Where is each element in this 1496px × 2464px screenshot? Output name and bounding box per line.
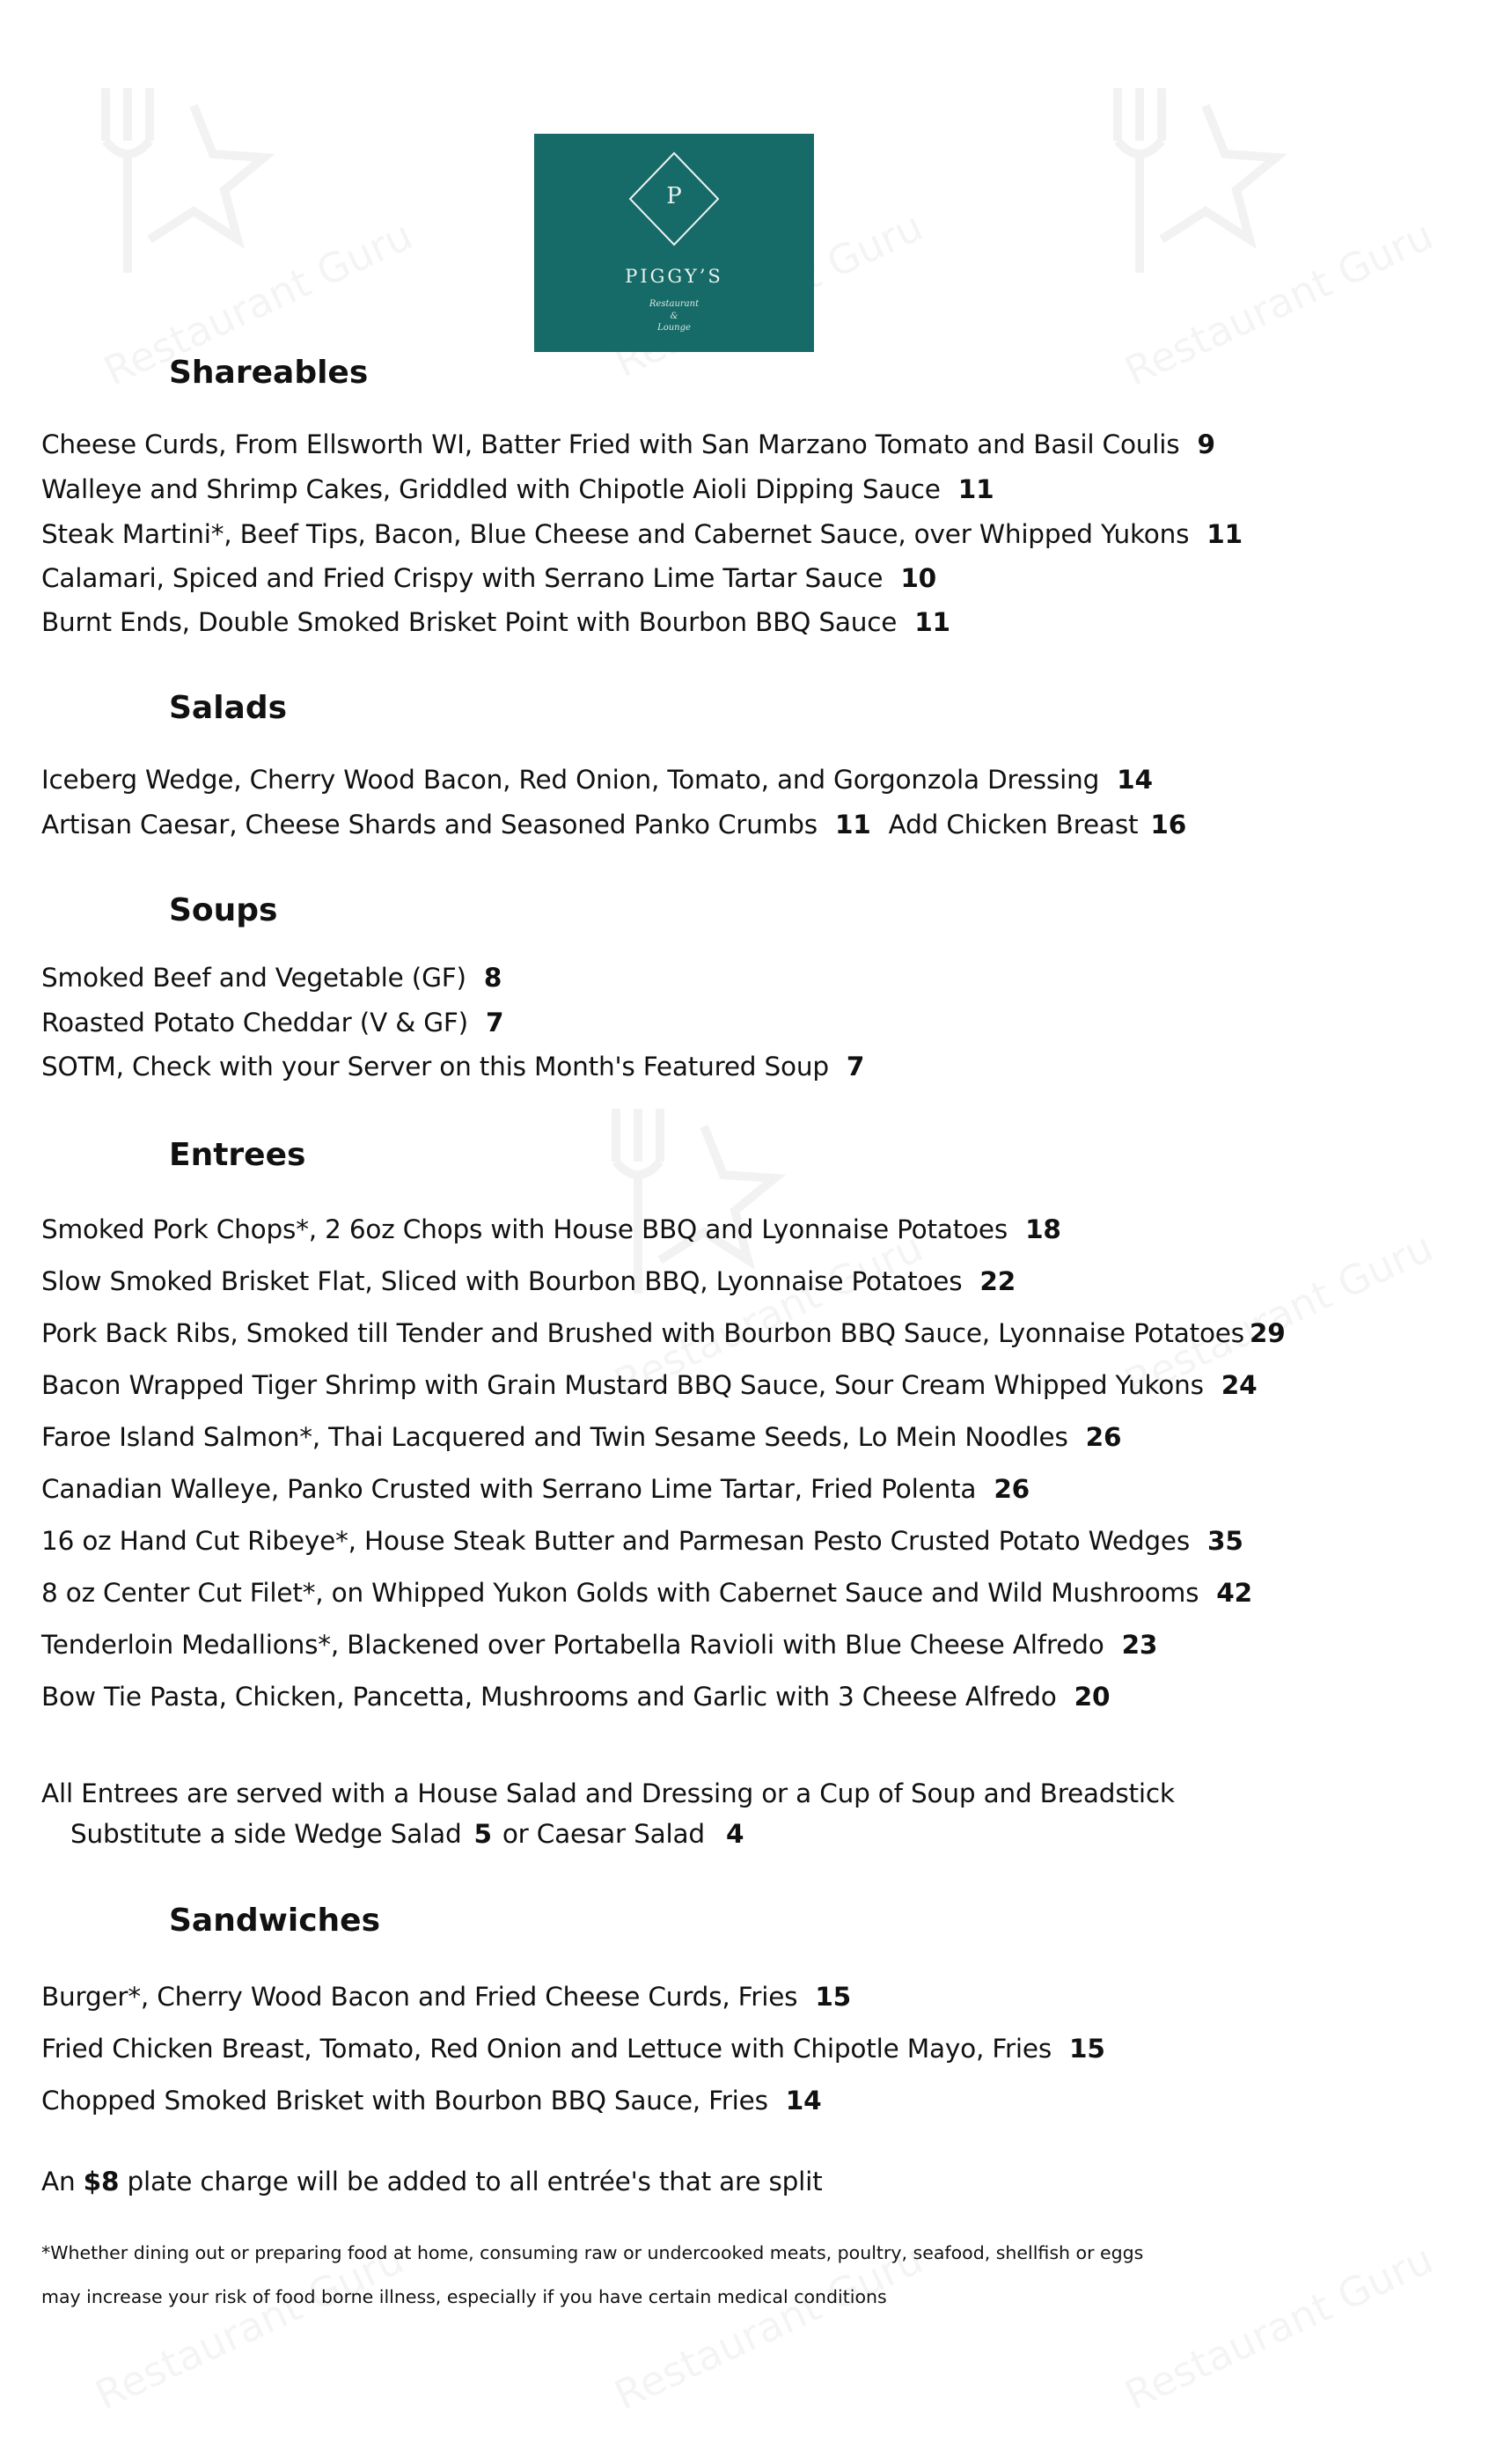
item-price: 26 bbox=[994, 1474, 1030, 1504]
item-price: 35 bbox=[1207, 1526, 1243, 1556]
disclaimer-line: *Whether dining out or preparing food at home, consuming raw or undercooked meats, poultry, seafood, shellfish or eggs bbox=[41, 2242, 1144, 2263]
menu-item: Steak Martini*, Beef Tips, Bacon, Blue Cheese and Cabernet Sauce, over Whipped Yukons 11 bbox=[41, 519, 1243, 549]
watermark-text bbox=[1118, 211, 1441, 395]
logo-name: PIGGY’S bbox=[625, 266, 723, 287]
item-price: 7 bbox=[485, 1008, 504, 1038]
menu-item: Slow Smoked Brisket Flat, Sliced with Bourbon BBQ, Lyonnaise Potatoes 22 bbox=[41, 1266, 1016, 1296]
menu-item: Cheese Curds, From Ellsworth WI, Batter Fried with San Marzano Tomato and Basil Coulis 9 bbox=[41, 429, 1215, 459]
item-price: 11 bbox=[914, 607, 950, 637]
entrees-substitute-note: Substitute a side Wedge Salad 5 or Caesar Salad 4 bbox=[70, 1819, 744, 1849]
item-price: 14 bbox=[1117, 765, 1153, 795]
item-price: 7 bbox=[846, 1052, 865, 1082]
menu-item: Pork Back Ribs, Smoked till Tender and Brushed with Bourbon BBQ Sauce, Lyonnaise Potatoes 29 bbox=[41, 1318, 1286, 1348]
item-price: 14 bbox=[785, 2086, 822, 2116]
menu-item: 8 oz Center Cut Filet*, on Whipped Yukon Golds with Cabernet Sauce and Wild Mushrooms 42 bbox=[41, 1578, 1252, 1608]
menu-item: Calamari, Spiced and Fried Crispy with Serrano Lime Tartar Sauce 10 bbox=[41, 563, 936, 593]
item-price: 11 bbox=[1206, 519, 1243, 549]
menu-item: Chopped Smoked Brisket with Bourbon BBQ Sauce, Fries 14 bbox=[41, 2086, 822, 2116]
menu-item: SOTM, Check with your Server on this Month's Featured Soup 7 bbox=[41, 1052, 865, 1082]
section-title-entrees: Entrees bbox=[169, 1137, 306, 1173]
item-price: 11 bbox=[834, 810, 871, 840]
menu-item: Walleye and Shrimp Cakes, Griddled with Chipotle Aioli Dipping Sauce 11 bbox=[41, 474, 994, 504]
item-price: 22 bbox=[979, 1266, 1016, 1296]
item-price: 11 bbox=[957, 474, 994, 504]
menu-item: Smoked Beef and Vegetable (GF) 8 bbox=[41, 963, 502, 993]
section-title-soups: Soups bbox=[169, 892, 278, 928]
menu-item: Fried Chicken Breast, Tomato, Red Onion and Lettuce with Chipotle Mayo, Fries 15 bbox=[41, 2034, 1105, 2064]
item-price: 42 bbox=[1216, 1578, 1252, 1608]
item-price: 18 bbox=[1025, 1214, 1061, 1244]
disclaimer-line: may increase your risk of food borne illness, especially if you have certain medical conditions bbox=[41, 2286, 887, 2307]
item-price: 23 bbox=[1121, 1630, 1158, 1660]
plate-charge-note: An $8 plate charge will be added to all entrée's that are split bbox=[41, 2167, 823, 2196]
substitute-price: 4 bbox=[725, 1819, 744, 1849]
logo-letter: P bbox=[666, 183, 682, 209]
section-title-shareables: Shareables bbox=[169, 355, 369, 391]
menu-item: Faroe Island Salmon*, Thai Lacquered and Twin Sesame Seeds, Lo Mein Noodles 26 bbox=[41, 1422, 1122, 1452]
logo-subtitle: Restaurant bbox=[649, 299, 700, 309]
menu-item: Artisan Caesar, Cheese Shards and Seasoned Panko Crumbs 11 Add Chicken Breast 16 bbox=[41, 810, 1187, 840]
item-price: 26 bbox=[1085, 1422, 1122, 1452]
menu-item: Roasted Potato Cheddar (V & GF) 7 bbox=[41, 1008, 504, 1038]
item-price: 29 bbox=[1249, 1318, 1286, 1348]
menu-item: Burger*, Cherry Wood Bacon and Fried Cheese Curds, Fries 15 bbox=[41, 1982, 852, 2012]
menu-item: 16 oz Hand Cut Ribeye*, House Steak Butter and Parmesan Pesto Crusted Potato Wedges 35 bbox=[41, 1526, 1243, 1556]
menu-item: Canadian Walleye, Panko Crusted with Serrano Lime Tartar, Fried Polenta 26 bbox=[41, 1474, 1030, 1504]
menu-item: Bow Tie Pasta, Chicken, Pancetta, Mushrooms and Garlic with 3 Cheese Alfredo 20 bbox=[41, 1682, 1111, 1712]
section-title-salads: Salads bbox=[169, 690, 288, 726]
section-title-sandwiches: Sandwiches bbox=[169, 1903, 381, 1939]
substitute-price: 5 bbox=[473, 1819, 492, 1849]
watermark-logo-icon bbox=[88, 70, 282, 303]
item-price: 15 bbox=[815, 1982, 852, 2012]
item-price: 20 bbox=[1074, 1682, 1111, 1712]
item-price: 8 bbox=[483, 963, 502, 993]
item-price: 15 bbox=[1069, 2034, 1105, 2064]
menu-item: Tenderloin Medallions*, Blackened over Portabella Ravioli with Blue Cheese Alfredo 23 bbox=[41, 1630, 1158, 1660]
menu-item: Bacon Wrapped Tiger Shrimp with Grain Mustard BBQ Sauce, Sour Cream Whipped Yukons 24 bbox=[41, 1370, 1258, 1400]
plate-charge-amount: $8 bbox=[83, 2167, 120, 2196]
watermark-logo-icon bbox=[1100, 70, 1294, 303]
item-price: 9 bbox=[1197, 429, 1215, 459]
logo-subtitle: & bbox=[670, 312, 678, 321]
restaurant-logo bbox=[534, 134, 814, 352]
item-price: 10 bbox=[900, 563, 936, 593]
menu-item: Iceberg Wedge, Cherry Wood Bacon, Red Onion, Tomato, and Gorgonzola Dressing 14 bbox=[41, 765, 1153, 795]
watermark-text bbox=[1118, 2235, 1441, 2419]
entrees-note: All Entrees are served with a House Salad and Dressing or a Cup of Soup and Breadstick bbox=[41, 1778, 1175, 1808]
menu-item: Smoked Pork Chops*, 2 6oz Chops with House BBQ and Lyonnaise Potatoes 18 bbox=[41, 1214, 1061, 1244]
addon-label: Add Chicken Breast bbox=[888, 810, 1139, 840]
logo-subtitle: Lounge bbox=[657, 323, 691, 333]
item-price: 24 bbox=[1221, 1370, 1258, 1400]
addon-price: 16 bbox=[1150, 810, 1187, 840]
menu-item: Burnt Ends, Double Smoked Brisket Point with Bourbon BBQ Sauce 11 bbox=[41, 607, 950, 637]
